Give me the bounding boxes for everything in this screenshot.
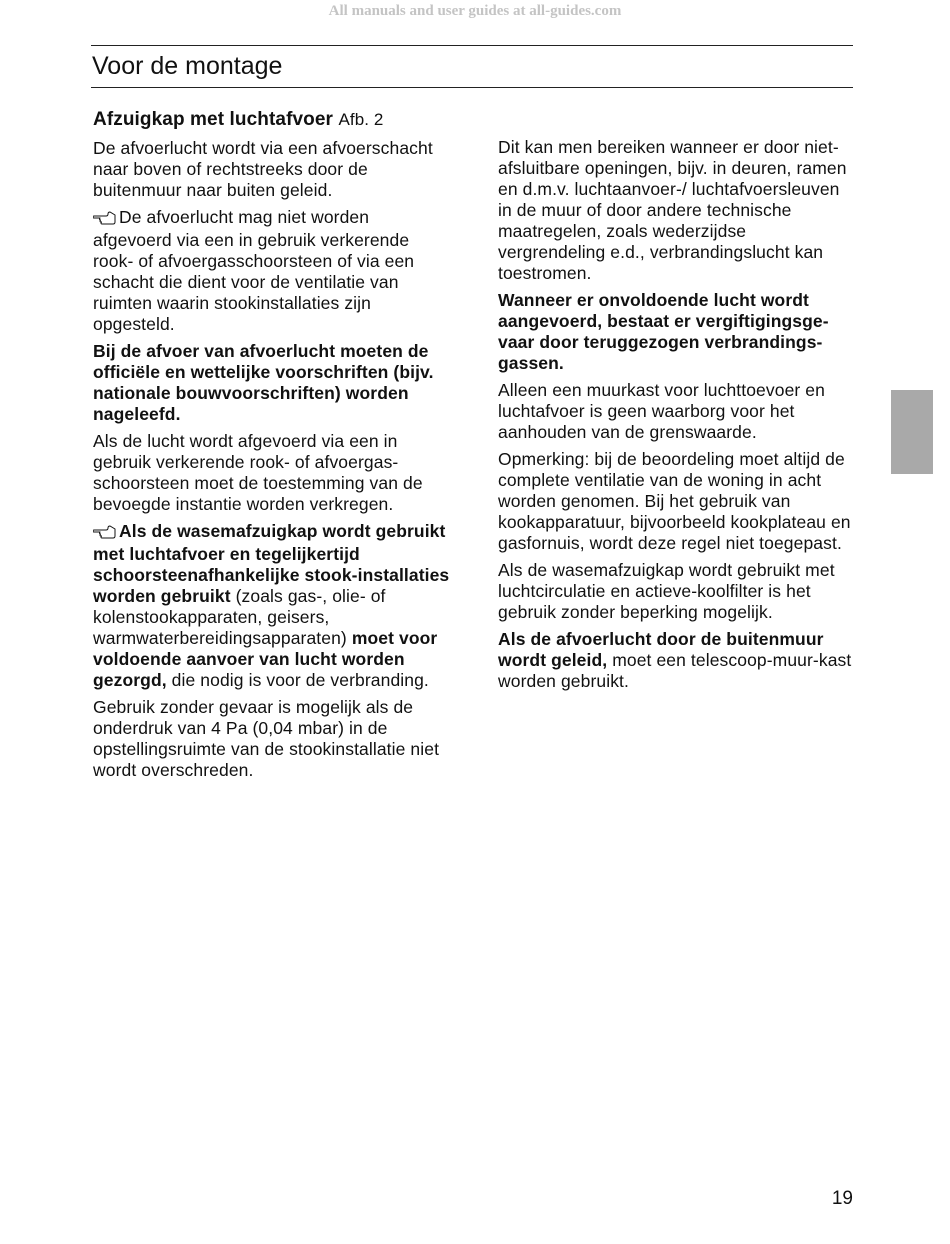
right-column [498, 137, 854, 698]
header-rule-bottom [91, 87, 853, 88]
section-title: Voor de montage [92, 52, 283, 80]
paragraph-telescopic [498, 629, 854, 692]
watermark: All manuals and user guides at all-guides.com [328, 3, 622, 19]
pointing-hand-icon [93, 209, 119, 230]
subsection-heading-text: Afzuigkap met luchtafvoer [93, 109, 334, 130]
note-bold-a: Als de wasemafzuigkap wordt gebruikt met luchtafvoer en tegelijkertijd schoorsteenafhankelijke stook-installaties worden gebruikt [93, 521, 450, 606]
figure-reference: Afb. 2 [338, 110, 384, 129]
left-column [93, 108, 451, 787]
paragraph-openings: Dit kan men bereiken wanneer er door niet-afsluitbare openingen, bijv. in deuren, ramen en d.m.v. luchtaanvoer-/ luchtafvoersleuven in de muur of door andere technische maatregelen, zoals wederzijdse vergrendeling e.d., verbrandingslucht kan toestromen. [498, 137, 847, 283]
note-bold-b: moet voor voldoende aanvoer van lucht worden gezorgd, [93, 628, 438, 690]
note-text-chimney: De afvoerlucht mag niet worden afgevoerd via een in gebruik verkerende rook- of afvoergasschoorsteen of via een schacht die dient voor de ventilatie van ruimten waarin stookinstallaties zijn opgesteld. [93, 207, 415, 334]
telescopic-normal: moet een telescoop-muur-kast worden gebruikt. [498, 650, 852, 691]
telescopic-bold: Als de afvoerlucht door de buitenmuur wordt geleid, [498, 629, 824, 670]
side-tab-marker [891, 390, 933, 474]
note-normal-b: die nodig is voor de verbranding. [166, 670, 429, 690]
note-normal-a: (zoals gas-, olie- of kolenstookapparaten, geisers, warmwaterbereidingsapparaten) [93, 586, 386, 648]
paragraph-poison-warning: Wanneer er onvoldoende lucht wordt aangevoerd, bestaat er vergiftigingsge-vaar door teruggezogen verbrandings-gassen. [498, 290, 829, 373]
pointing-hand-icon [93, 523, 119, 544]
header-rule-top [91, 45, 853, 46]
paragraph-underpressure: Gebruik zonder gevaar is mogelijk als de onderdruk van 4 Pa (0,04 mbar) in de opstellingsruimte van de stookinstallatie niet wordt overschreden. [93, 697, 440, 780]
paragraph-remark: Opmerking: bij de beoordeling moet altijd de complete ventilatie van de woning in acht worden genomen. Bij het gebruik van kookapparatuur, bijvoorbeeld kookplateau en gasfornuis, wordt deze regel niet toegepast. [498, 449, 851, 553]
note-paragraph-combustion [93, 521, 451, 691]
subsection-heading [93, 108, 451, 132]
paragraph-regulations: Bij de afvoer van afvoerlucht moeten de officiële en wettelijke voorschriften (bijv. nationale bouwvoorschriften) worden nageleefd. [93, 341, 434, 424]
page-number: 19 [831, 1188, 853, 1209]
paragraph-permission: Als de lucht wordt afgevoerd via een in gebruik verkerende rook- of afvoergas-schoorsteen moet de toestemming van de bevoegde instantie worden verkregen. [93, 431, 423, 514]
paragraph-exhaust-routing: De afvoerlucht wordt via een afvoerschacht naar boven of rechtstreeks door de buitenmuur naar buiten geleid. [93, 138, 433, 200]
note-paragraph-chimney [93, 207, 451, 335]
paragraph-recirculation: Als de wasemafzuigkap wordt gebruikt met luchtcirculatie en actieve-koolfilter is het gebruik zonder beperking mogelijk. [498, 560, 835, 622]
paragraph-wall-box: Alleen een muurkast voor luchttoevoer en luchtafvoer is geen waarborg voor het aanhouden van de grenswaarde. [498, 380, 825, 442]
